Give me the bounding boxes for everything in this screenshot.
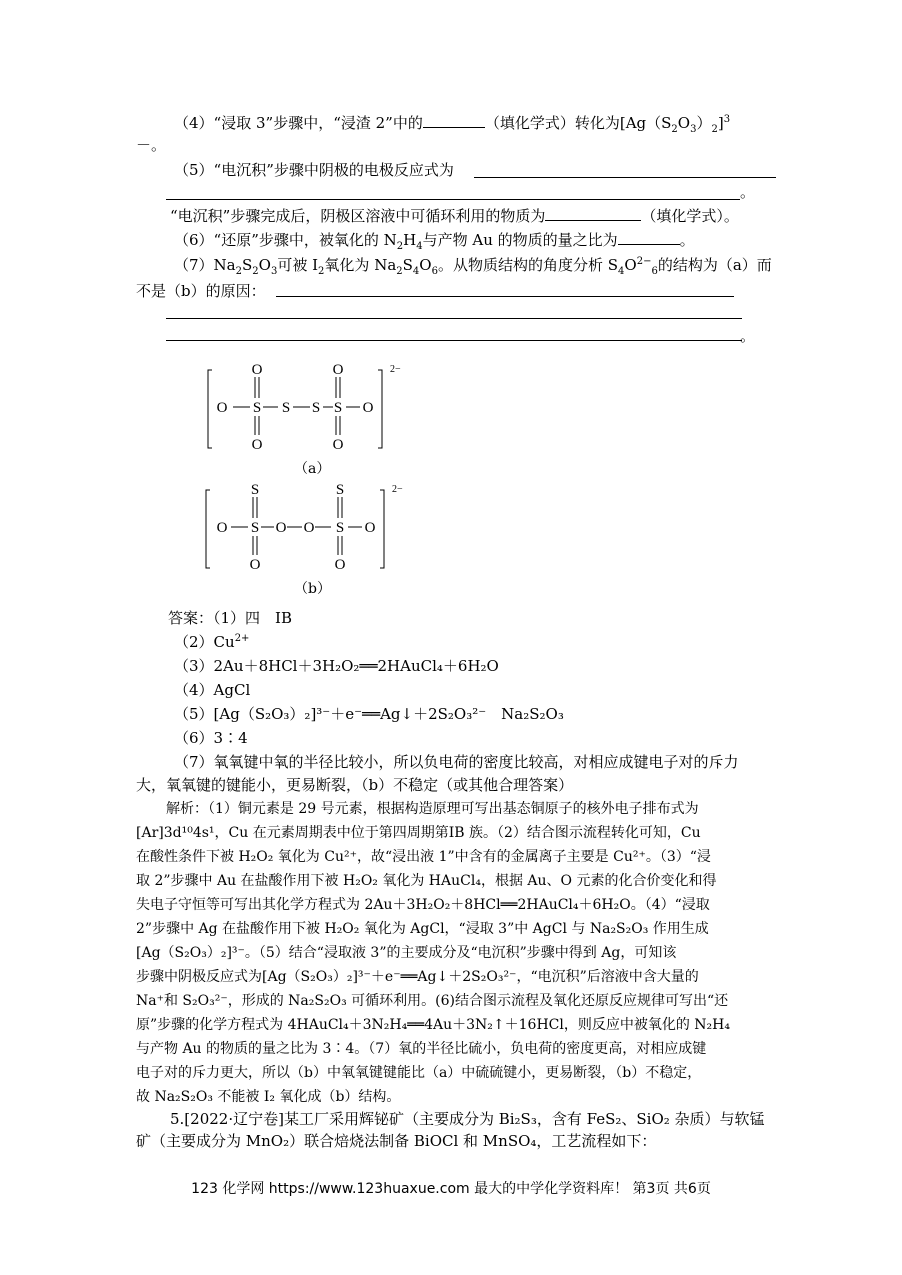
- analysis-line: 与产物 Au 的物质的量之比为 3∶4。（7）氧的半径比硫小，负电荷的密度更高，对相应成键: [136, 1041, 707, 1057]
- analysis-line: [Ar]3d¹⁰4s¹，Cu 在元素周期表中位于第四周期第ⅠB 族。（2）结合图示流程转化可知，Cu: [136, 825, 701, 841]
- page-footer: 123 化学网 https://www.123huaxue.com 最大的中学化学资料库！ 第3页 共6页: [191, 1181, 711, 1197]
- answer-3: （3）2Au＋8HCl＋3H₂O₂══2HAuCl₄＋6H₂O: [174, 657, 499, 675]
- q5-line2-end: 。: [740, 183, 756, 201]
- answer-4: （4）AgCl: [174, 681, 251, 699]
- analysis-line: 电子对的斥力更大，所以（b）中氧氧键键能比（a）中硫硫键小，更易断裂，（b）不稳定，: [136, 1065, 702, 1081]
- struct-a-atom-5: S: [333, 400, 343, 416]
- struct-a-atom-2: S: [252, 400, 262, 416]
- struct-b-atom-5: S: [335, 520, 345, 536]
- q7-line2: 不是（b）的原因：: [136, 282, 266, 300]
- answer-2: $(2)Cu^{2+}$: [174, 633, 250, 651]
- q4-blank[interactable]: [423, 113, 485, 128]
- answer-1: 答案：（1）四 ⅠB: [168, 609, 292, 627]
- q4-line2: －。: [136, 136, 167, 154]
- struct-a-atom-3: S: [281, 400, 291, 416]
- answer-7-line2: 大，氧氧键的键能小，更易断裂，（b）不稳定（或其他合理答案）: [136, 776, 574, 794]
- analysis-line: Na⁺和 S₂O₃²⁻，形成的 Na₂S₂O₃ 可循环利用。(6)结合图示流程及氧化还原反应规律可写出“还: [136, 993, 729, 1009]
- answer-7-line1: （7）氧氧键中氧的半径比较小，所以负电荷的密度比较高，对相应成键电子对的斥力: [174, 753, 739, 771]
- structure-a: [200, 360, 420, 455]
- analysis-line: 故 Na₂S₂O₃ 不能被 I₂ 氧化成（b）结构。: [136, 1089, 401, 1105]
- struct-a-charge: 2−: [390, 364, 401, 375]
- analysis-line: [Ag（S₂O₃）₂]³⁻。（5）结合“浸取液 3”的主要成分及“电沉积”步骤中得到 Ag，可知该: [136, 945, 677, 961]
- analysis-line: 取 2”步骤中 Au 在盐酸作用下被 H₂O₂ 氧化为 HAuCl₄，根据 Au、O 元素的化合价变化和得: [136, 873, 717, 889]
- structure-b-label: （b）: [294, 581, 331, 597]
- q4-line1: （4）“浸取 3”步骤中，“浸渣 2”中的 （填化学式）转化为$[Ag(S_2O_3)_2]^3$: [174, 114, 731, 135]
- question-5-line1: 5.[2022·辽宁卷]某工厂采用辉铋矿（主要成分为 Bi₂S₃，含有 FeS₂、SiO₂ 杂质）与软锰: [170, 1110, 765, 1128]
- answer-6: （6）3∶4: [174, 729, 248, 747]
- struct-b-top-2: S: [335, 482, 345, 498]
- q6-blank[interactable]: [618, 230, 680, 245]
- struct-a-bottom-1: O: [251, 437, 263, 453]
- q6-line: （6）“还原”步骤中，被氧化的 $N_2H_4$与产物 Au 的物质的量之比为 。: [174, 231, 695, 252]
- question-5-line2: 矿（主要成分为 MnO₂）联合焙烧法制备 BiOCl 和 MnSO₄，工艺流程如下：: [136, 1132, 657, 1150]
- analysis-line: 原”步骤的化学方程式为 4HAuCl₄＋3N₂H₄══4Au＋3N₂↑＋16HCl，则反应中被氧化的 N₂H₄: [136, 1017, 730, 1033]
- q7-answer-line2[interactable]: [166, 318, 742, 319]
- struct-b-bottom-1: O: [249, 557, 261, 573]
- struct-b-bottom-2: O: [334, 557, 346, 573]
- q7-answer-line3[interactable]: [166, 340, 742, 341]
- struct-a-top-1: O: [251, 362, 263, 378]
- structure-b: [198, 480, 420, 575]
- struct-b-charge: 2−: [392, 484, 403, 495]
- q7-end: 。: [740, 327, 756, 345]
- struct-b-atom-2: S: [250, 520, 260, 536]
- struct-a-atom-1: O: [216, 400, 228, 416]
- q5-line3: “电沉积”步骤完成后，阴极区溶液中可循环利用的物质为 （填化学式）。: [170, 207, 739, 225]
- struct-a-top-2: O: [332, 362, 344, 378]
- struct-a-atom-4: S: [311, 400, 321, 416]
- analysis-line: 2”步骤中 Ag 在盐酸作用下被 H₂O₂ 氧化为 AgCl，“浸取 3”中 AgCl 与 Na₂S₂O₃ 作用生成: [136, 921, 709, 937]
- answer-5: （5）[Ag（S₂O₃）₂]³⁻＋e⁻══Ag↓＋2S₂O₃²⁻ Na₂S₂O₃: [174, 705, 564, 723]
- struct-b-atom-4: O: [303, 520, 315, 536]
- struct-b-atom-1: O: [216, 520, 228, 536]
- struct-b-atom-6: O: [364, 520, 376, 536]
- struct-a-atom-6: O: [362, 400, 374, 416]
- q7-answer-line1[interactable]: [276, 296, 734, 297]
- q5-answer-line1[interactable]: [474, 177, 776, 178]
- analysis-line: 步骤中阴极反应式为[Ag（S₂O₃）₂]³⁻＋e⁻══Ag↓＋2S₂O₃²⁻，“电沉积”后溶液中含大量的: [136, 969, 699, 985]
- q5-blank[interactable]: [545, 206, 641, 221]
- structure-a-label: （a）: [294, 461, 331, 477]
- q5-answer-line2[interactable]: [166, 199, 740, 200]
- analysis-line: 解析：（1）铜元素是 29 号元素，根据构造原理可写出基态铜原子的核外电子排布式为: [166, 801, 699, 817]
- q5-line1: （5）“电沉积”步骤中阴极的电极反应式为: [174, 161, 454, 179]
- q7-line1: $(7)Na_2S_2O_3$可被 $I_2$氧化为 $Na_2S_4O_6$。从物质结构的角度分析 $S_4O^{2-}_6$的结构为（a）而: [174, 256, 772, 277]
- struct-a-bottom-2: O: [332, 437, 344, 453]
- struct-b-atom-3: O: [275, 520, 287, 536]
- analysis-line: 失电子守恒等可写出其化学方程式为 2Au＋3H₂O₂＋8HCl══2HAuCl₄＋6H₂O。（4）“浸取: [136, 897, 710, 913]
- struct-b-top-1: S: [250, 482, 260, 498]
- analysis-line: 在酸性条件下被 H₂O₂ 氧化为 Cu²⁺，故“浸出液 1”中含有的金属离子主要是 Cu²⁺。（3）“浸: [136, 849, 711, 865]
